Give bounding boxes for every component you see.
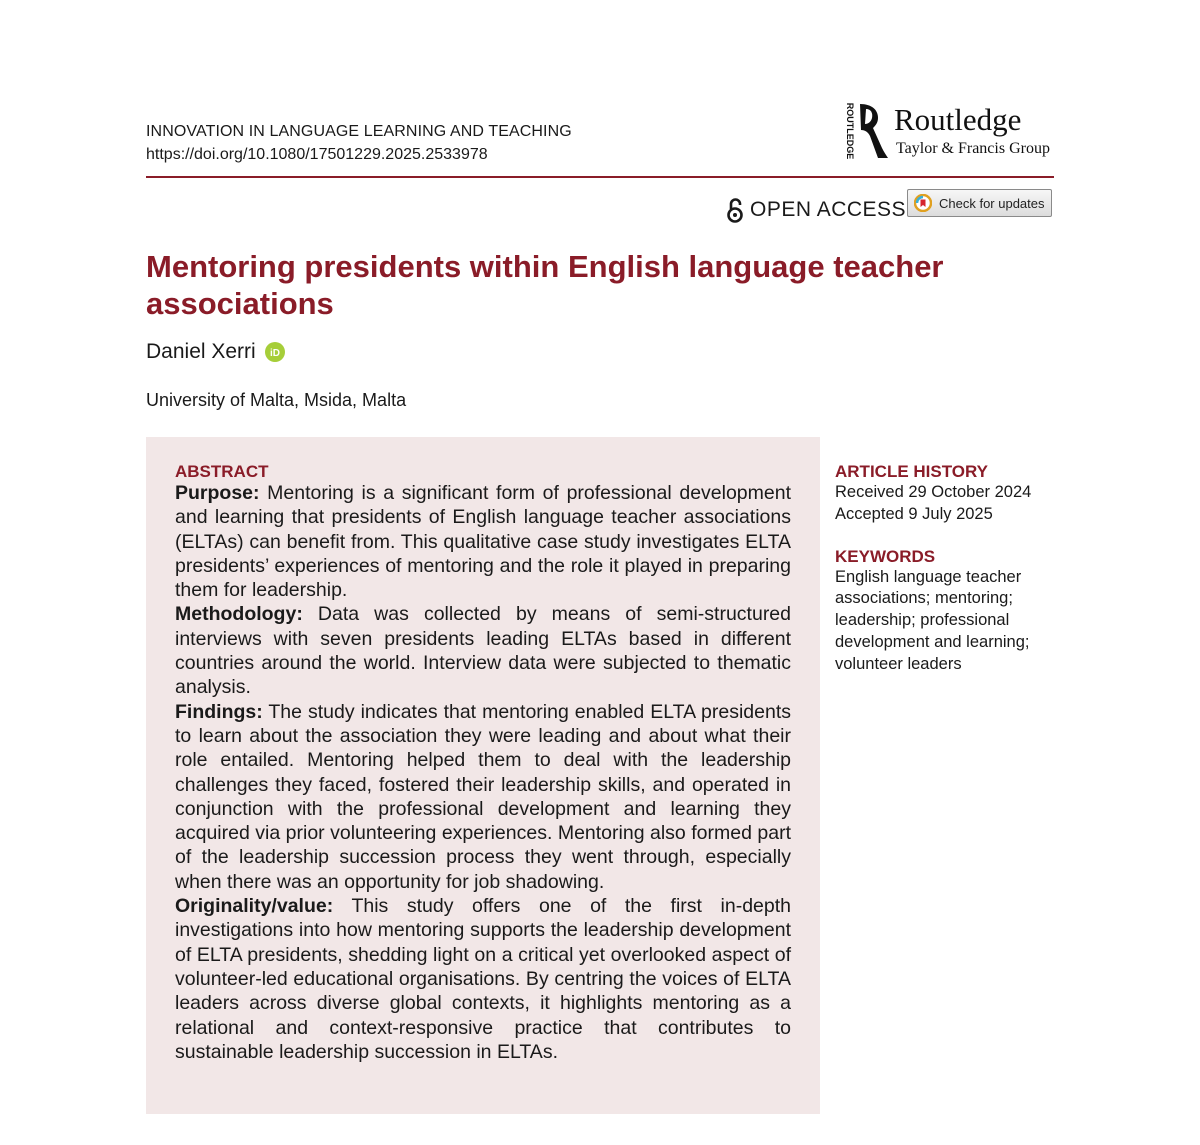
article-history-heading: ARTICLE HISTORY: [835, 462, 989, 481]
keywords: [835, 547, 1060, 676]
findings-text: The study indicates that mentoring enabled ELTA presidents to learn about the association they were leading and about what their role entailed. Mentoring helped them to deal with the leadership challenges they faced, fostered their leadership skills, and operated in conjunction with the professional development and learning they acquired via prior volunteering experiences. Mentoring also formed part of the leadership succession process they went through, especially when there was an opportunity for job shadowing.: [175, 700, 791, 893]
keywords-list: English language teacher associations; mentoring; leadership; professional development and learning; volunteer leaders: [835, 567, 1030, 673]
methodology-text: Data was collected by means of semi-structured interviews with seven presidents leading ELTAs based in different countries around the world. Interview data were subjected to thematic analysis.: [175, 603, 791, 699]
keywords-heading: KEYWORDS: [835, 546, 936, 566]
abstract-purpose: [175, 481, 791, 602]
article-sidebar: [835, 462, 1060, 676]
open-access-badge: [726, 195, 906, 225]
crossmark-icon: [914, 194, 932, 212]
article-history: [835, 462, 1060, 526]
abstract-originality: [175, 894, 791, 1064]
purpose-label: Purpose:: [175, 482, 260, 504]
originality-label: Originality/value:: [175, 895, 334, 918]
accepted-date: Accepted 9 July 2025: [835, 504, 993, 523]
journal-name: INNOVATION IN LANGUAGE LEARNING AND TEACHING: [146, 123, 572, 140]
abstract-content: [175, 462, 791, 1064]
author-name[interactable]: Daniel Xerri: [146, 340, 256, 363]
abstract-box: [146, 437, 820, 1114]
findings-label: Findings:: [175, 700, 263, 723]
open-access-label: OPEN ACCESS: [750, 198, 907, 221]
received-date: Received 29 October 2024: [835, 483, 1032, 501]
publisher-name: Routledge: [894, 102, 1022, 137]
article-title: Mentoring presidents within English language teacher associations: [146, 249, 944, 321]
orcid-icon[interactable]: [265, 342, 285, 362]
purpose-text: Mentoring is a significant form of professional development and learning that presidents of English language teacher associations (ELTAs) can benefit from. This qualitative case study investigates ELTA presidents’ experiences of mentoring and the role it played in preparing them for leadership.: [175, 482, 792, 602]
header-divider: [146, 176, 1054, 178]
publisher-group: Taylor & Francis Group: [896, 140, 1050, 157]
check-updates-label: Check for updates: [939, 195, 1045, 211]
doi-link[interactable]: https://doi.org/10.1080/17501229.2025.2533978: [146, 146, 488, 163]
abstract-methodology: [175, 602, 791, 699]
author-row: [146, 340, 285, 364]
author-affiliation: University of Malta, Msida, Malta: [146, 390, 407, 410]
originality-text: This study offers one of the first in-depth investigations into how mentoring supports the leadership development of ELTA presidents, shedding light on a critical yet overlooked aspect of volunteer-led educational organisations. By centring the voices of ELTA leaders across diverse global contexts, it highlights mentoring as a relational and context-responsive practice that contributes to sustainable leadership succession in ELTAs.: [175, 895, 791, 1063]
svg-text:ROUTLEDGE: ROUTLEDGE: [845, 102, 855, 160]
open-lock-icon: [726, 197, 744, 223]
check-for-updates-button[interactable]: [907, 189, 1052, 217]
routledge-logo-icon: [838, 100, 888, 162]
abstract-findings: [175, 700, 791, 894]
publisher-logo: [838, 100, 1078, 162]
abstract-heading: ABSTRACT: [175, 462, 269, 481]
svg-text:iD: iD: [269, 348, 280, 359]
methodology-label: Methodology:: [175, 603, 303, 626]
